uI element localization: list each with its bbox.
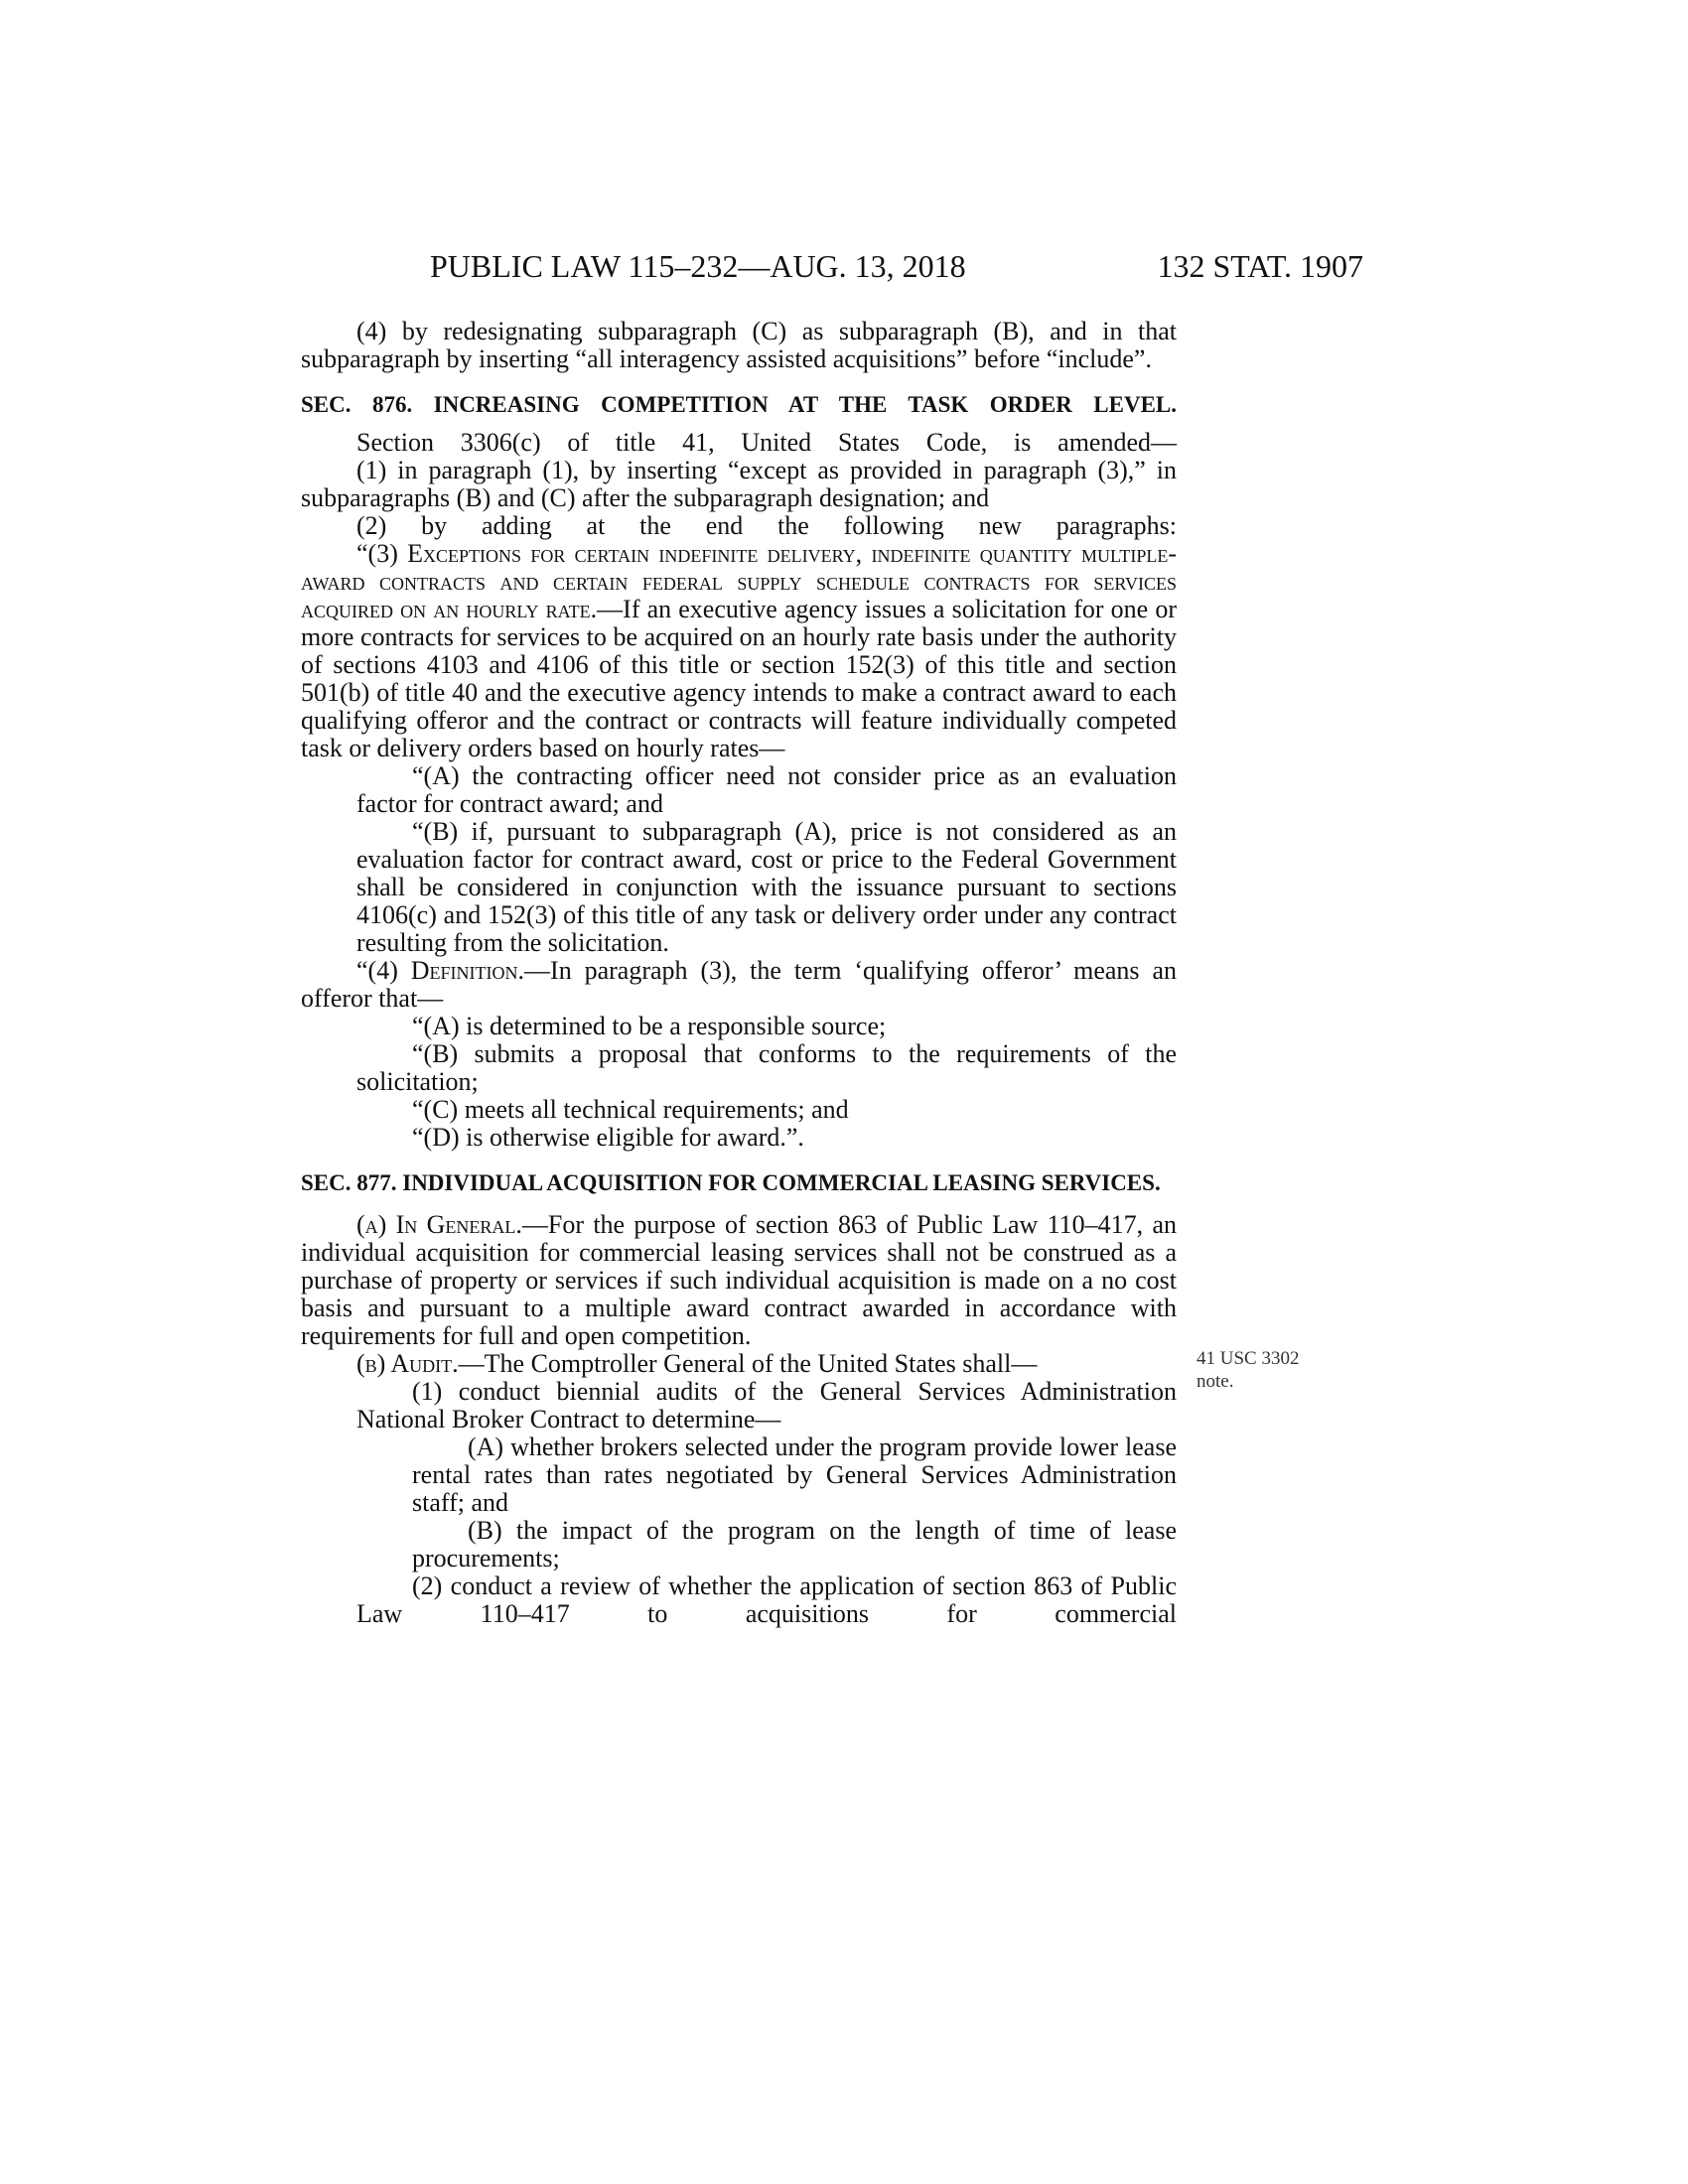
paragraph-4-heading: “(4) Definition. (356, 956, 525, 985)
margin-note: 41 USC 3302 note. (1196, 1348, 1300, 1392)
sec876-paragraph-4 (301, 957, 1177, 1013)
sec876-subparagraph-4D: “(D) is otherwise eligible for award.”. (412, 1123, 804, 1152)
sec876-subparagraph-4B: “(B) submits a proposal that conforms to the requirements of the solicitation; (356, 1039, 1177, 1096)
sec877-paragraph-b1: (1) conduct biennial audits of the General Services Administration National Broker Contract to determine— (356, 1377, 1177, 1433)
sec876-subparagraph-3A: “(A) the contracting officer need not consider price as an evaluation factor for contract award; and (356, 761, 1177, 818)
section-877-heading (301, 1169, 1177, 1197)
statute-page-number: 132 STAT. 1907 (1157, 248, 1363, 284)
sec877-subparagraph-b1B: (B) the impact of the program on the length of time of lease procurements; (412, 1516, 1177, 1572)
section-876-heading: SEC. 876. INCREASING COMPETITION AT THE TASK ORDER LEVEL. (301, 392, 1177, 417)
sec877-subsection-a (301, 1211, 1177, 1350)
sec876-lead: Section 3306(c) of title 41, United States Code, is amended— (356, 428, 1177, 457)
sec877-subsection-b (301, 1350, 1177, 1378)
paragraph-3-text: —If an executive agency issues a solicitation for one or more contracts for services to be acquired on an hourly rate basis under the authority of sections 4103 and 4106 of this title or section 152(3) of this title and section 501(b) of title 40 and the executive agency intends to make a contract award to each qualifying offeror and the contract or contracts will feature individually competed task or delivery orders based on hourly rates— (301, 595, 1177, 762)
paragraph-3-heading: “(3) Exceptions for certain indefinite delivery, indefinite quantity multiple-award contracts and certain federal supply schedule contracts for services acquired on an hourly rate. (301, 539, 1177, 623)
subsection-b-heading: (b) Audit. (356, 1349, 459, 1378)
document-body (301, 318, 1177, 1628)
paragraph-4-text: —In paragraph (3), the term ‘qualifying offeror’ means an offeror that— (301, 956, 1177, 1013)
sec876-subparagraph-3B: “(B) if, pursuant to subparagraph (A), price is not considered as an evaluation factor for contract award, cost or price to the Federal Government shall be considered in conjunction with the issuance pursuant to sections 4106(c) and 152(3) of this title of any task or delivery order under any contract resulting from the solicitation. (356, 817, 1177, 957)
public-law-title: PUBLIC LAW 115–232—AUG. 13, 2018 (430, 248, 966, 284)
sec876-paragraph-2: (2) by adding at the end the following new paragraphs: (356, 511, 1177, 540)
intro-paragraph: (4) by redesignating subparagraph (C) as subparagraph (B), and in that subparagraph by inserting “all interagency assisted acquisitions” before “include”. (301, 317, 1177, 373)
sec876-subparagraph-4A: “(A) is determined to be a responsible source; (412, 1012, 887, 1040)
sec876-paragraph-3 (301, 540, 1177, 762)
sec877-paragraph-b2: (2) conduct a review of whether the application of section 863 of Public Law 110–417 to acquisitions for commercial (356, 1571, 1177, 1628)
sec877-subparagraph-b1A: (A) whether brokers selected under the program provide lower lease rental rates than rates negotiated by General Services Administration staff; and (412, 1433, 1177, 1517)
subsection-a-heading: (a) In General. (356, 1210, 522, 1239)
sec876-subparagraph-4C: “(C) meets all technical requirements; and (412, 1095, 849, 1124)
subsection-b-text: —The Comptroller General of the United States shall— (458, 1349, 1038, 1378)
subsection-a-text: —For the purpose of section 863 of Public Law 110–417, an individual acquisition for commercial leasing services shall not be construed as a purchase of property or services if such individual acquisition is made on a no cost basis and pursuant to a multiple award contract awarded in accordance with requirements for full and open competition. (301, 1210, 1177, 1350)
sec876-paragraph-1: (1) in paragraph (1), by inserting “except as provided in paragraph (3),” in subparagraphs (B) and (C) after the subparagraph designation; and (301, 456, 1177, 512)
section-877-heading-text: SEC. 877. INDIVIDUAL ACQUISITION FOR COMMERCIAL LEASING SERVICES. (301, 1170, 1161, 1195)
running-header (0, 246, 1688, 286)
